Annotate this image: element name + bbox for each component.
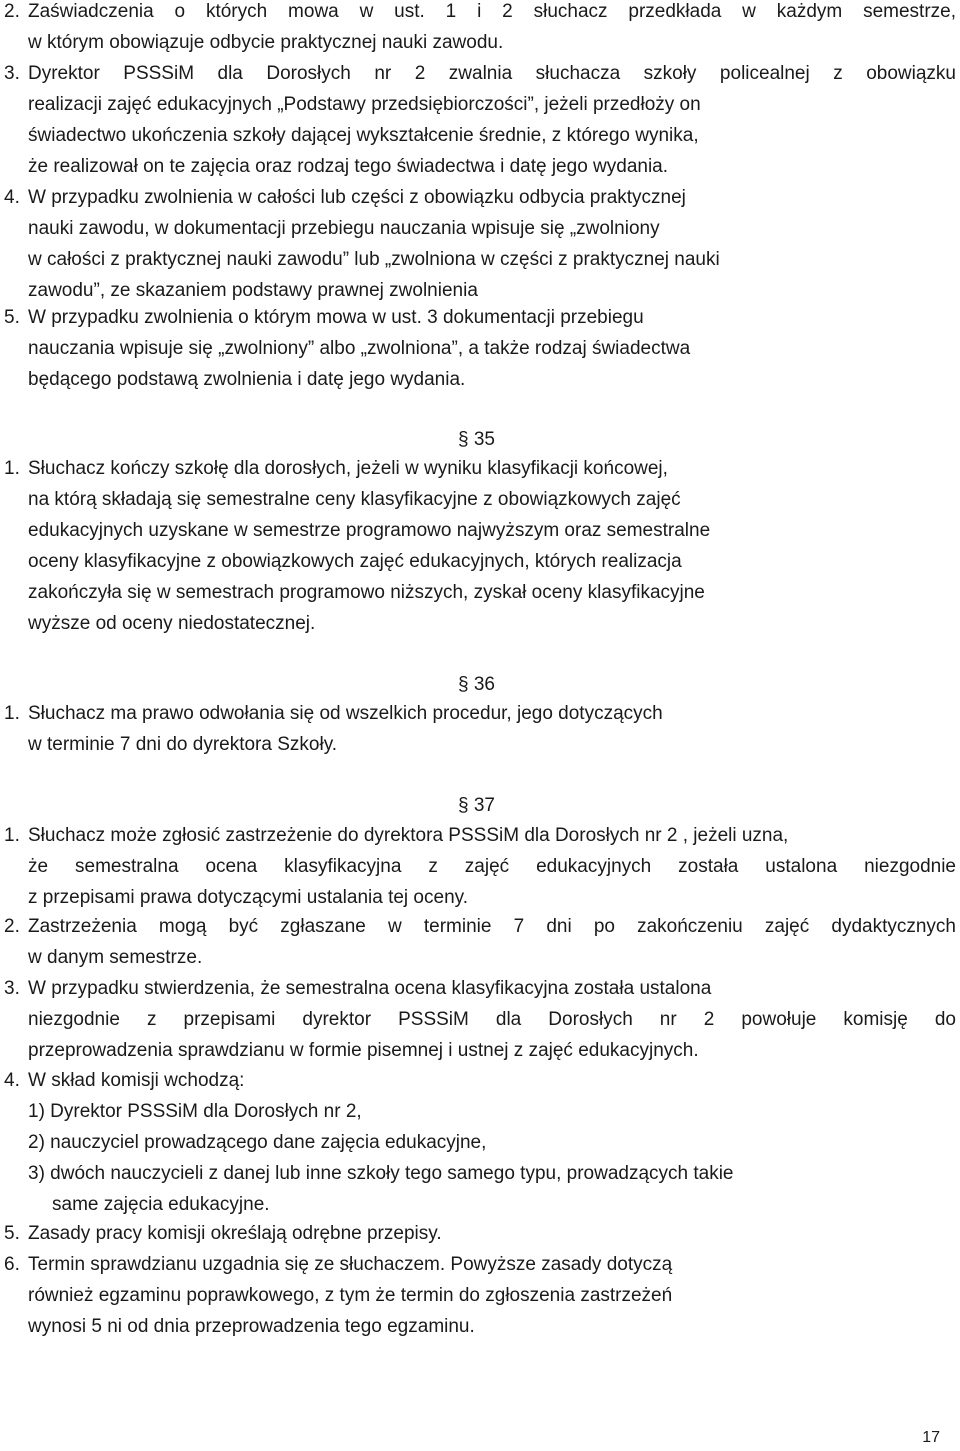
text-line: wyższe od oceny niedostatecznej.	[28, 613, 316, 634]
text-line: Zasady pracy komisji określają odrębne przepisy.	[28, 1223, 442, 1244]
item-number: 2.	[4, 916, 20, 937]
list-subitem: 1) Dyrektor PSSSiM dla Dorosłych nr 2,	[28, 1101, 362, 1122]
item-number: 3.	[4, 978, 20, 999]
text-line: nauki zawodu, w dokumentacji przebiegu nauczania wpisuje się „zwolniony	[28, 218, 660, 239]
item-number: 5.	[4, 1223, 20, 1244]
section-heading-37: § 37	[458, 795, 495, 816]
paragraph-3	[4, 58, 956, 182]
text-line: Słuchacz kończy szkołę dla dorosłych, jeżeli w wyniku klasyfikacji końcowej,	[28, 458, 668, 479]
text-line: W skład komisji wchodzą:	[28, 1070, 245, 1091]
item-number: 1.	[4, 825, 20, 846]
text-line: że realizował on te zajęcia oraz rodzaj tego świadectwa i datę jego wydania.	[28, 156, 669, 177]
text-line: że semestralna ocena klasyfikacyjna z zajęć edukacyjnych została ustalona niezgodnie	[28, 856, 956, 877]
section-35-paragraph-1	[4, 453, 956, 639]
text-line: w całości z praktycznej nauki zawodu” lub „zwolniona w części z praktycznej nauki	[28, 249, 720, 270]
item-number: 4.	[4, 1070, 20, 1091]
section-37-paragraph-4	[4, 1065, 956, 1220]
text-line: Zaświadczenia o których mowa w ust. 1 i 2 słuchacz przedkłada w każdym semestrze,	[28, 1, 956, 22]
text-line: świadectwo ukończenia szkoły dającej wykształcenie średnie, z którego wynika,	[28, 125, 699, 146]
text-line: edukacyjnych uzyskane w semestrze programowo najwyższym oraz semestralne	[28, 520, 711, 541]
text-line: W przypadku zwolnienia w całości lub części z obowiązku odbycia praktycznej	[28, 187, 686, 208]
text-line: zawodu”, ze skazaniem podstawy prawnej zwolnienia	[28, 280, 478, 301]
item-number: 3.	[4, 63, 20, 84]
text-line: Słuchacz ma prawo odwołania się od wszelkich procedur, jego dotyczących	[28, 703, 663, 724]
text-line: na którą składają się semestralne ceny klasyfikacyjne z obowiązkowych zajęć	[28, 489, 681, 510]
text-line: niezgodnie z przepisami dyrektor PSSSiM dla Dorosłych nr 2 powołuje komisję do	[28, 1009, 956, 1030]
paragraph-2	[4, 0, 956, 58]
text-line: wynosi 5 ni od dnia przeprowadzenia tego egzaminu.	[28, 1316, 475, 1337]
list-subitem: 2) nauczyciel prowadzącego dane zajęcia edukacyjne,	[28, 1132, 487, 1153]
text-line: W przypadku stwierdzenia, że semestralna ocena klasyfikacyjna została ustalona	[28, 978, 712, 999]
section-37-paragraph-6	[4, 1249, 956, 1342]
text-line: zakończyła się w semestrach programowo niższych, zyskał oceny klasyfikacyjne	[28, 582, 705, 603]
text-line: realizacji zajęć edukacyjnych „Podstawy przedsiębiorczości”, jeżeli przedłoży on	[28, 94, 701, 115]
text-line: w terminie 7 dni do dyrektora Szkoły.	[28, 734, 338, 755]
section-heading-35: § 35	[458, 429, 495, 450]
section-37-paragraph-1	[4, 820, 956, 913]
item-number: 1.	[4, 703, 20, 724]
text-line: również egzaminu poprawkowego, z tym że termin do zgłoszenia zastrzeżeń	[28, 1285, 673, 1306]
text-line: nauczania wpisuje się „zwolniony” albo „zwolniona”, a także rodzaj świadectwa	[28, 338, 691, 359]
item-number: 1.	[4, 458, 20, 479]
paragraph-5	[4, 302, 956, 395]
text-line: w danym semestrze.	[28, 947, 203, 968]
text-line: Dyrektor PSSSiM dla Dorosłych nr 2 zwalnia słuchacza szkoły policealnej z obowiązku	[28, 63, 956, 84]
section-36-paragraph-1	[4, 698, 956, 760]
text-line: W przypadku zwolnienia o którym mowa w ust. 3 dokumentacji przebiegu	[28, 307, 644, 328]
text-line: z przepisami prawa dotyczącymi ustalania tej oceny.	[28, 887, 469, 908]
item-number: 6.	[4, 1254, 20, 1275]
item-number: 2.	[4, 1, 20, 22]
list-subitem: 3) dwóch nauczycieli z danej lub inne szkoły tego samego typu, prowadzących takie	[28, 1163, 734, 1184]
text-line: Zastrzeżenia mogą być zgłaszane w terminie 7 dni po zakończeniu zajęć dydaktycznych	[28, 916, 956, 937]
section-37-paragraph-3	[4, 973, 956, 1066]
text-line: Termin sprawdzianu uzgadnia się ze słuchaczem. Powyższe zasady dotyczą	[28, 1254, 673, 1275]
item-number: 5.	[4, 307, 20, 328]
text-line: przeprowadzenia sprawdzianu w formie pisemnej i ustnej z zajęć edukacyjnych.	[28, 1040, 699, 1061]
section-heading-36: § 36	[458, 674, 495, 695]
section-37-paragraph-2	[4, 911, 956, 973]
text-line: oceny klasyfikacyjne z obowiązkowych zajęć edukacyjnych, których realizacja	[28, 551, 682, 572]
paragraph-4	[4, 182, 956, 306]
text-line: Słuchacz może zgłosić zastrzeżenie do dyrektora PSSSiM dla Dorosłych nr 2 , jeżeli uzna,	[28, 825, 789, 846]
page-number: 17	[922, 1429, 940, 1446]
item-number: 4.	[4, 187, 20, 208]
list-subitem-continuation: same zajęcia edukacyjne.	[52, 1194, 270, 1215]
text-line: będącego podstawą zwolnienia i datę jego wydania.	[28, 369, 466, 390]
text-line: w którym obowiązuje odbycie praktycznej nauki zawodu.	[28, 32, 504, 53]
section-37-paragraph-5	[4, 1218, 956, 1249]
